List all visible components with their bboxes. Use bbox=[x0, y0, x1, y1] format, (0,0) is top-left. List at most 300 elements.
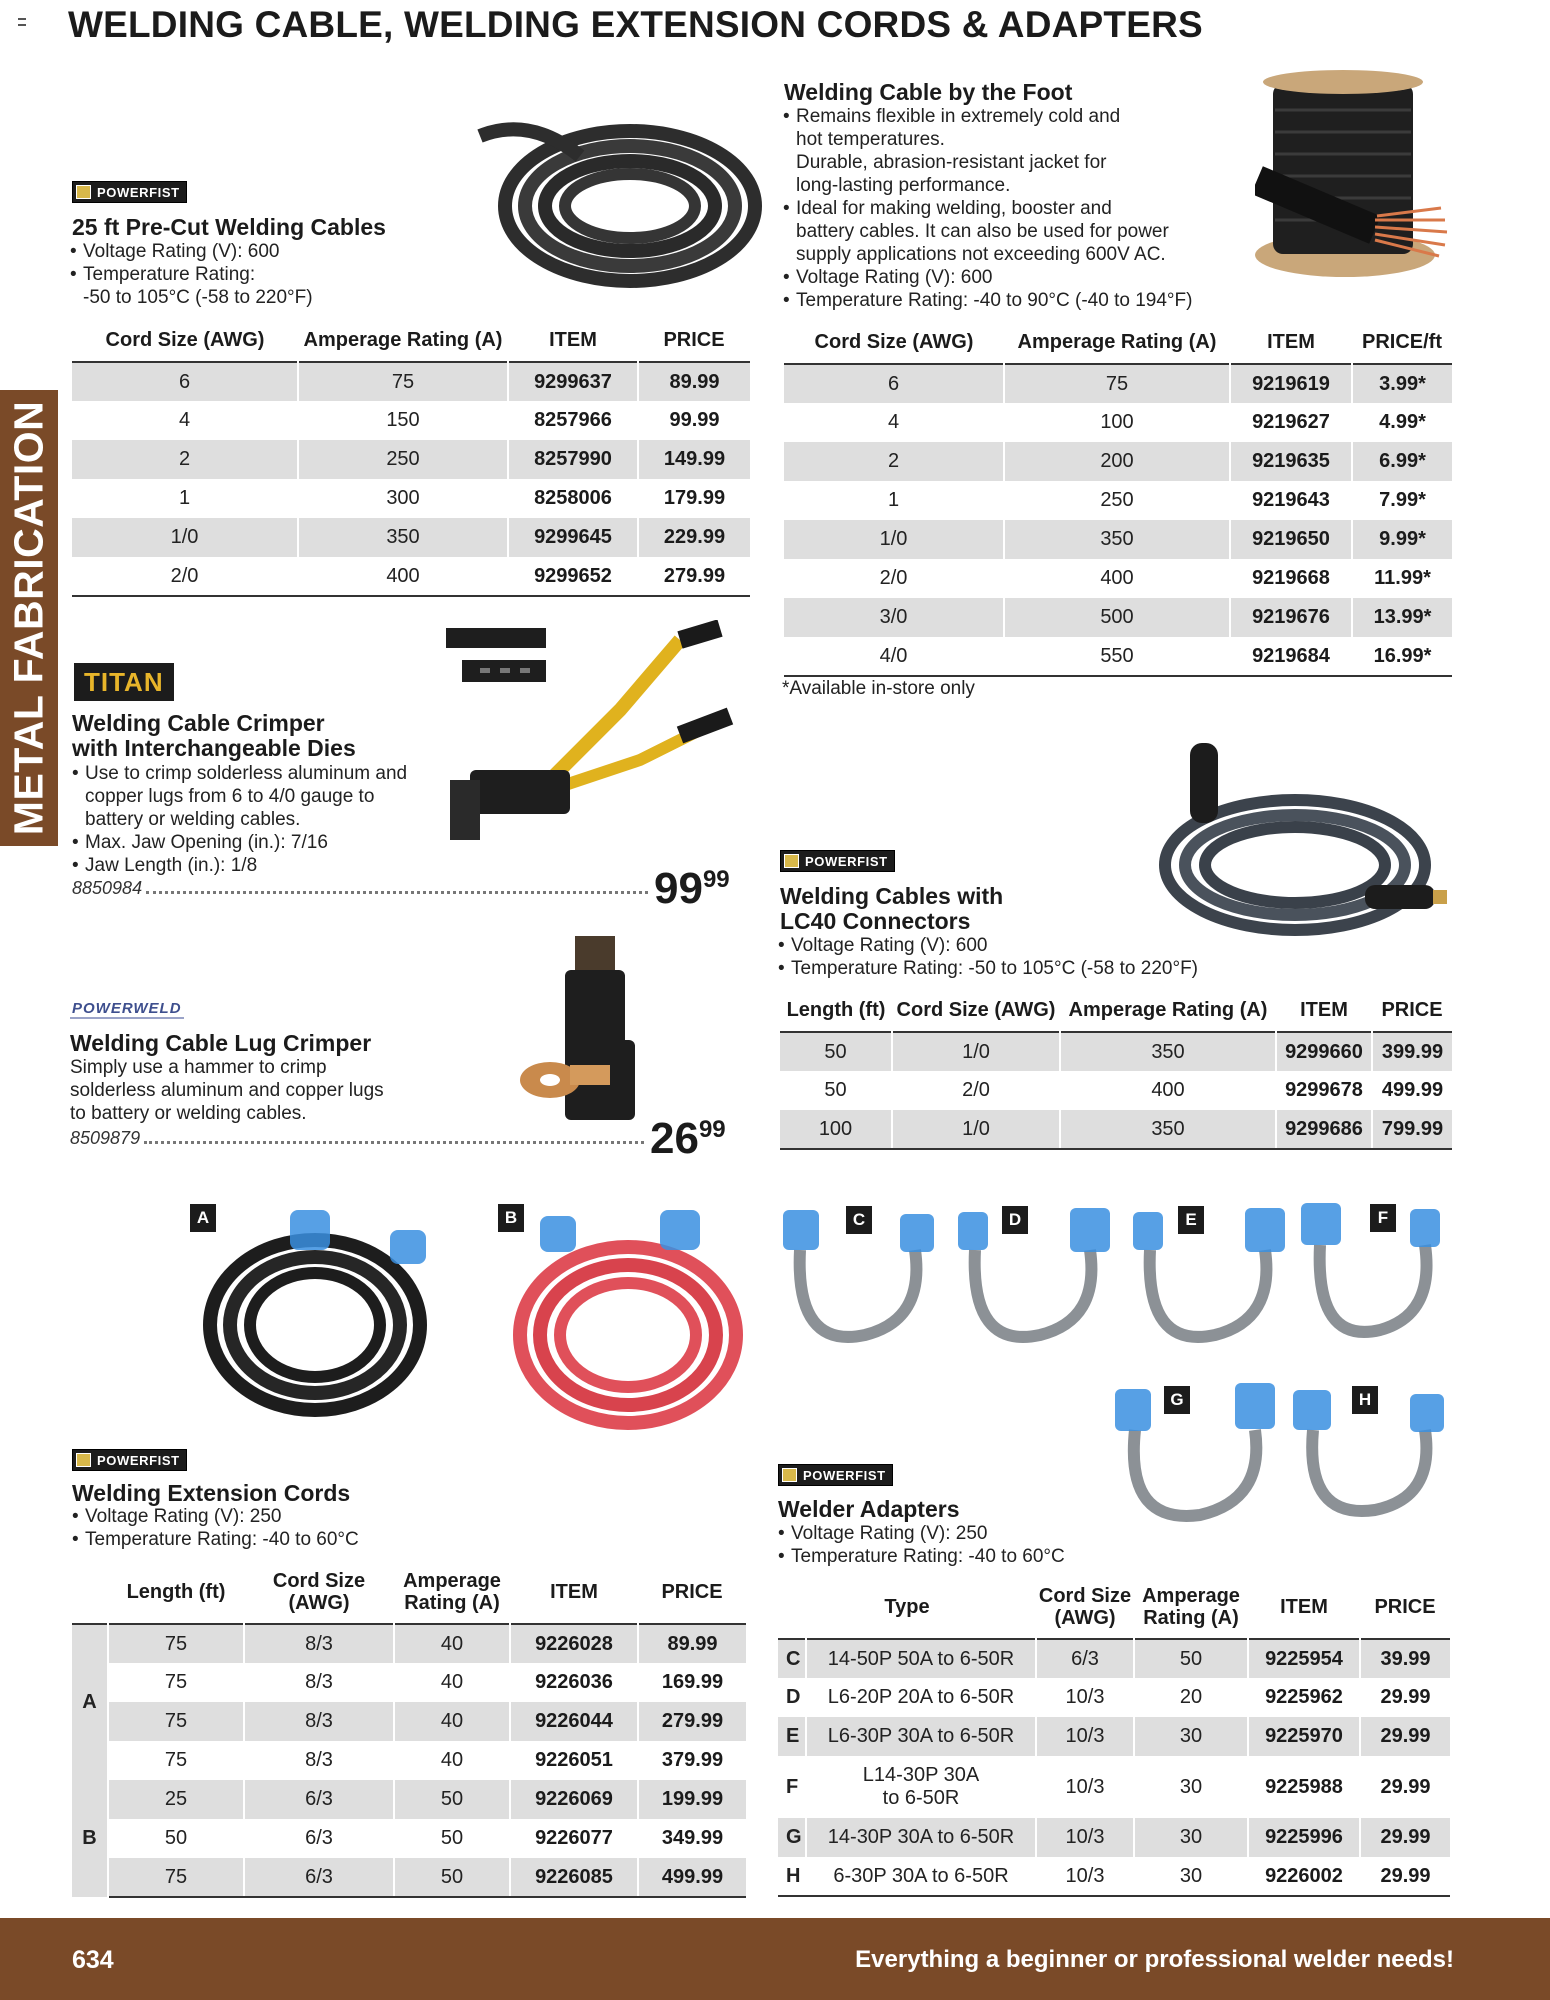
group-label-a: A bbox=[72, 1624, 108, 1780]
cell-cord-size: 6/3 bbox=[244, 1780, 394, 1819]
crimper-bullet-cont: battery or welding cables. bbox=[85, 809, 301, 830]
precut-bullet: • Temperature Rating: bbox=[70, 263, 313, 286]
table-row bbox=[72, 518, 750, 557]
table-row bbox=[784, 403, 1452, 442]
byfoot-note: *Available in-store only bbox=[782, 678, 975, 699]
table-header: Cord Size (AWG) bbox=[896, 998, 1056, 1021]
cell-item: 9226069 bbox=[510, 1780, 638, 1819]
header-line: Rating (A) bbox=[404, 1591, 500, 1614]
table-row bbox=[72, 1663, 746, 1702]
adapters-title: Welder Adapters bbox=[778, 1496, 960, 1522]
cell-letter: G bbox=[778, 1818, 806, 1857]
adapter-g-image bbox=[1105, 1375, 1285, 1535]
cell-length: 75 bbox=[108, 1624, 244, 1663]
adapter-d-image bbox=[950, 1200, 1120, 1360]
lug-desc-line: solderless aluminum and copper lugs bbox=[70, 1080, 384, 1101]
cell-item: 9225962 bbox=[1248, 1678, 1360, 1717]
cell-length: 25 bbox=[108, 1780, 244, 1819]
cell-price: 29.99 bbox=[1360, 1756, 1450, 1818]
cell-amperage: 250 bbox=[1004, 481, 1230, 520]
cell-price: 29.99 bbox=[1360, 1678, 1450, 1717]
cell-amperage: 30 bbox=[1134, 1818, 1248, 1857]
cell-amperage: 400 bbox=[1004, 559, 1230, 598]
cell-price: 179.99 bbox=[638, 479, 750, 518]
cell-price: 11.99* bbox=[1352, 559, 1452, 598]
extcords-title: Welding Extension Cords bbox=[72, 1480, 351, 1506]
cell-amperage: 350 bbox=[1004, 520, 1230, 559]
cable-spool-image bbox=[1255, 70, 1455, 285]
cell-cord-size: 6 bbox=[784, 364, 1004, 403]
header-line: Rating (A) bbox=[1143, 1606, 1239, 1629]
cell-amperage: 100 bbox=[1004, 403, 1230, 442]
table-header: PRICE bbox=[1381, 998, 1443, 1021]
cell-item: 9225970 bbox=[1248, 1717, 1360, 1756]
byfoot-bullet: • Remains flexible in extremely cold and bbox=[783, 105, 1263, 128]
cell-price: 6.99* bbox=[1352, 442, 1452, 481]
image-tag-d: D bbox=[1002, 1206, 1028, 1234]
precut-cable-image bbox=[470, 96, 770, 296]
cell-price: 4.99* bbox=[1352, 403, 1452, 442]
cell-cord-size: 1/0 bbox=[892, 1032, 1060, 1071]
cell-price: 279.99 bbox=[638, 557, 750, 596]
byfoot-bullet-cont: supply applications not exceeding 600V AC. bbox=[796, 244, 1166, 265]
cell-amperage: 400 bbox=[298, 557, 508, 596]
cell-item: 9219650 bbox=[1230, 520, 1352, 559]
cell-price: 13.99* bbox=[1352, 598, 1452, 637]
cell-type: 14-50P 50A to 6-50R bbox=[806, 1639, 1036, 1678]
lc40-title-line: Welding Cables with bbox=[780, 883, 1004, 909]
adapters-table bbox=[778, 1575, 1450, 1897]
cell-price: 7.99* bbox=[1352, 481, 1452, 520]
section-side-tab-label: METAL FABRICATION bbox=[5, 400, 52, 836]
adapter-e-image bbox=[1125, 1200, 1295, 1360]
table-row bbox=[778, 1857, 1450, 1896]
byfoot-bullet-cont: hot temperatures. bbox=[796, 129, 945, 150]
cell-cord-size: 8/3 bbox=[244, 1741, 394, 1780]
cell-amperage: 40 bbox=[394, 1741, 510, 1780]
header-line: Amperage bbox=[1142, 1584, 1240, 1607]
cell-cord-size: 4 bbox=[178, 409, 191, 431]
price-dollars: 99 bbox=[654, 864, 703, 913]
cell-cord-size: 6 bbox=[72, 362, 298, 401]
cell-letter: F bbox=[786, 1775, 799, 1798]
crimper-bullet: • Max. Jaw Opening (in.): 7/16 bbox=[72, 831, 472, 854]
cell-price: 29.99 bbox=[1360, 1857, 1450, 1896]
cell-cord-size: 2/0 bbox=[892, 1071, 1060, 1110]
cell-cord-size: 2/0 bbox=[72, 557, 298, 596]
crimper-bullet: • Jaw Length (in.): 1/8 bbox=[72, 854, 472, 877]
cell-type: L6-30P 30A to 6-50R bbox=[806, 1717, 1036, 1756]
cell-cord-size: 8/3 bbox=[244, 1702, 394, 1741]
lug-item-line bbox=[70, 1128, 648, 1149]
cell-type-line: to 6-50R bbox=[882, 1787, 960, 1809]
cell-amperage: 500 bbox=[1004, 598, 1230, 637]
cell-price: 349.99 bbox=[638, 1819, 746, 1858]
image-tag-a: A bbox=[190, 1204, 216, 1232]
table-header: Cord Size (AWG) bbox=[105, 328, 265, 351]
cell-price: 499.99 bbox=[638, 1858, 746, 1897]
table-header: ITEM bbox=[1280, 1595, 1328, 1618]
cell-cord-size: 10/3 bbox=[1036, 1717, 1134, 1756]
extension-cord-a-image bbox=[200, 1200, 440, 1420]
table-row bbox=[784, 442, 1452, 481]
cell-item: 9226044 bbox=[510, 1702, 638, 1741]
byfoot-bullet: • Temperature Rating: -40 to 90°C (-40 to 194°F) bbox=[783, 289, 1263, 312]
table-header: Length (ft) bbox=[786, 998, 886, 1021]
byfoot-bullet: • Ideal for making welding, booster and bbox=[783, 197, 1263, 220]
lc40-brand bbox=[780, 850, 895, 873]
cell-letter: C bbox=[778, 1639, 806, 1678]
cell-amperage: 50 bbox=[394, 1780, 510, 1819]
lug-desc-line: to battery or welding cables. bbox=[70, 1103, 307, 1124]
table-row bbox=[72, 479, 750, 518]
precut-title: 25 ft Pre-Cut Welding Cables bbox=[72, 214, 386, 240]
cell-item: 9226002 bbox=[1248, 1857, 1360, 1896]
cell-amperage: 350 bbox=[1060, 1032, 1276, 1071]
image-tag-h: H bbox=[1352, 1386, 1378, 1414]
crimper-item-line bbox=[72, 878, 652, 899]
cell-type: 6-30P 30A to 6-50R bbox=[806, 1857, 1036, 1896]
cell-length: 75 bbox=[108, 1702, 244, 1741]
cell-cord-size: 6/3 bbox=[244, 1819, 394, 1858]
lug-brand bbox=[70, 1000, 184, 1018]
cell-amperage: 20 bbox=[1134, 1678, 1248, 1717]
table-header: Amperage Rating (A) bbox=[1017, 330, 1217, 353]
table-header-group bbox=[72, 1560, 108, 1624]
header-line: (AWG) bbox=[1054, 1606, 1116, 1629]
table-header: ITEM bbox=[549, 328, 597, 351]
image-tag-g: G bbox=[1164, 1386, 1190, 1414]
table-header: PRICE bbox=[1374, 1595, 1436, 1618]
header-line: Cord Size bbox=[272, 1569, 366, 1592]
cell-price: 89.99 bbox=[638, 362, 750, 401]
cell-amperage: 50 bbox=[1134, 1639, 1248, 1678]
cell-cord-size: 3/0 bbox=[784, 598, 1004, 637]
cell-price: 199.99 bbox=[638, 1780, 746, 1819]
cell-length: 50 bbox=[824, 1079, 847, 1101]
table-row bbox=[784, 520, 1452, 559]
table-row bbox=[778, 1756, 1450, 1818]
cell-item: 8258006 bbox=[508, 479, 638, 518]
cell-type-line: L14-30P 30A bbox=[862, 1764, 980, 1786]
byfoot-table bbox=[784, 320, 1452, 677]
table-row bbox=[780, 1032, 1452, 1071]
byfoot-bullet-cont: Durable, abrasion-resistant jacket for bbox=[796, 152, 1107, 173]
byfoot-title: Welding Cable by the Foot bbox=[784, 79, 1073, 105]
adapters-bullet: • Voltage Rating (V): 250 bbox=[778, 1522, 1065, 1545]
powerfist-logo: POWERFIST bbox=[780, 850, 895, 872]
table-row bbox=[72, 1780, 746, 1819]
table-row bbox=[72, 1858, 746, 1897]
cell-price: 229.99 bbox=[638, 518, 750, 557]
header-line: Amperage bbox=[403, 1569, 501, 1592]
cell-price: 399.99 bbox=[1372, 1032, 1452, 1071]
table-row bbox=[72, 1741, 746, 1780]
cell-price: 3.99* bbox=[1352, 364, 1452, 403]
cell-item: 8257990 bbox=[508, 440, 638, 479]
cell-cord-size: 10/3 bbox=[1036, 1678, 1134, 1717]
precut-table bbox=[72, 318, 750, 597]
crimper-bullets bbox=[72, 762, 472, 877]
adapters-bullet: • Temperature Rating: -40 to 60°C bbox=[778, 1545, 1065, 1568]
table-row bbox=[784, 637, 1452, 676]
cell-price: 9.99* bbox=[1352, 520, 1452, 559]
cell-cord-size: 10/3 bbox=[1036, 1756, 1134, 1818]
cell-price: 89.99 bbox=[638, 1624, 746, 1663]
cell-letter: D bbox=[786, 1686, 801, 1708]
table-header: PRICE bbox=[663, 328, 725, 351]
cell-length: 50 bbox=[780, 1032, 892, 1071]
cell-item: 9219635 bbox=[1230, 442, 1352, 481]
cell-amperage: 40 bbox=[394, 1702, 510, 1741]
cell-amperage: 350 bbox=[298, 518, 508, 557]
cell-amperage: 75 bbox=[298, 362, 508, 401]
cell-cord-size: 1/0 bbox=[892, 1110, 1060, 1149]
page-number: 634 bbox=[72, 1946, 114, 1974]
lug-description bbox=[70, 1056, 384, 1125]
cell-cord-size: 10/3 bbox=[1036, 1857, 1134, 1896]
cell-cord-size: 1 bbox=[887, 489, 900, 511]
cell-cord-size: 4 bbox=[887, 411, 900, 433]
powerfist-logo: POWERFIST bbox=[72, 1449, 187, 1471]
cell-amperage: 30 bbox=[1134, 1756, 1248, 1818]
precut-bullet: • Voltage Rating (V): 600 bbox=[70, 240, 313, 263]
price-dollars: 26 bbox=[650, 1114, 699, 1163]
table-header: Amperage Rating (A) bbox=[1068, 998, 1268, 1021]
price-cents: 99 bbox=[698, 1116, 726, 1143]
table-row bbox=[780, 1071, 1452, 1110]
cell-price: 16.99* bbox=[1352, 637, 1452, 676]
extcords-bullet: • Temperature Rating: -40 to 60°C bbox=[72, 1528, 359, 1551]
powerfist-logo: POWERFIST bbox=[778, 1464, 893, 1486]
cell-item: 9219627 bbox=[1230, 403, 1352, 442]
cell-item: 9299652 bbox=[508, 557, 638, 596]
crimper-title bbox=[72, 711, 356, 761]
cell-item: 9226077 bbox=[510, 1819, 638, 1858]
table-header: Amperage Rating (A) bbox=[303, 328, 503, 351]
cell-cord-size: 1/0 bbox=[784, 520, 1004, 559]
cell-cord-size: 10/3 bbox=[1036, 1818, 1134, 1857]
crimper-item-number: 8850984 bbox=[72, 878, 143, 898]
cell-cord-size: 8/3 bbox=[244, 1663, 394, 1702]
cell-item: 9299686 bbox=[1276, 1110, 1372, 1149]
cell-price: 29.99 bbox=[1360, 1717, 1450, 1756]
extension-cord-b-image bbox=[510, 1200, 750, 1430]
table-header bbox=[244, 1560, 394, 1624]
table-row bbox=[784, 481, 1452, 520]
cell-item: 9226051 bbox=[510, 1741, 638, 1780]
cell-cord-size: 8/3 bbox=[244, 1624, 394, 1663]
extcords-table bbox=[72, 1560, 746, 1898]
lc40-title-line: LC40 Connectors bbox=[780, 908, 971, 934]
cell-cord-size: 1 bbox=[178, 487, 191, 509]
titan-logo: TITAN bbox=[74, 663, 174, 701]
lc40-bullet: • Voltage Rating (V): 600 bbox=[778, 934, 1378, 957]
menu-icon bbox=[18, 18, 26, 26]
cell-amperage: 350 bbox=[1060, 1110, 1276, 1149]
cell-item: 9225988 bbox=[1248, 1756, 1360, 1818]
cell-amperage: 400 bbox=[1060, 1071, 1276, 1110]
cell-price: 169.99 bbox=[638, 1663, 746, 1702]
table-row bbox=[784, 559, 1452, 598]
table-header: ITEM bbox=[1300, 998, 1348, 1021]
crimper-bullet: • Use to crimp solderless aluminum and bbox=[72, 762, 472, 785]
crimper-title-line: with Interchangeable Dies bbox=[72, 735, 356, 761]
table-header bbox=[394, 1560, 510, 1624]
cell-price: 499.99 bbox=[1372, 1071, 1452, 1110]
price-cents: 99 bbox=[702, 866, 730, 893]
cell-item: 8257966 bbox=[508, 401, 638, 440]
crimper-price bbox=[654, 858, 730, 911]
byfoot-bullet: • Voltage Rating (V): 600 bbox=[783, 266, 1263, 289]
cell-item: 9219676 bbox=[1230, 598, 1352, 637]
cell-amperage: 250 bbox=[298, 440, 508, 479]
cell-amperage: 150 bbox=[298, 401, 508, 440]
header-line: (AWG) bbox=[288, 1591, 350, 1614]
cell-letter: E bbox=[778, 1717, 806, 1756]
cell-item: 9299678 bbox=[1276, 1071, 1372, 1110]
cell-item: 9219643 bbox=[1230, 481, 1352, 520]
footer-slogan: Everything a beginner or professional welder needs! bbox=[855, 1946, 1454, 1973]
table-row bbox=[72, 557, 750, 596]
powerweld-logo: POWERWELD bbox=[72, 1000, 182, 1017]
cell-amperage: 40 bbox=[394, 1663, 510, 1702]
table-header: Length (ft) bbox=[126, 1580, 226, 1603]
cell-cord-size: 1/0 bbox=[72, 518, 298, 557]
section-side-tab bbox=[0, 390, 58, 846]
cell-item: 9219668 bbox=[1230, 559, 1352, 598]
cell-item: 9299645 bbox=[508, 518, 638, 557]
cell-amperage: 200 bbox=[1004, 442, 1230, 481]
table-row bbox=[72, 401, 750, 440]
precut-brand bbox=[72, 181, 187, 204]
table-row bbox=[784, 364, 1452, 403]
adapters-brand bbox=[778, 1464, 893, 1487]
lug-title: Welding Cable Lug Crimper bbox=[70, 1030, 372, 1056]
cell-item: 9219684 bbox=[1230, 637, 1352, 676]
powerfist-logo: POWERFIST bbox=[72, 181, 187, 203]
lc40-cable-image bbox=[1145, 735, 1450, 945]
extcords-bullet: • Voltage Rating (V): 250 bbox=[72, 1505, 359, 1528]
cell-price: 379.99 bbox=[638, 1741, 746, 1780]
page-footer bbox=[0, 1918, 1550, 2000]
table-row bbox=[778, 1818, 1450, 1857]
table-header bbox=[1134, 1575, 1248, 1639]
precut-bullets bbox=[70, 240, 313, 309]
cell-letter: H bbox=[778, 1857, 806, 1896]
table-header: ITEM bbox=[550, 1580, 598, 1603]
cell-item: 9219619 bbox=[1230, 364, 1352, 403]
cell-price: 279.99 bbox=[638, 1702, 746, 1741]
extcords-brand bbox=[72, 1449, 187, 1472]
cell-item: 9299637 bbox=[508, 362, 638, 401]
cell-length: 75 bbox=[108, 1858, 244, 1897]
cell-length: 100 bbox=[780, 1110, 892, 1149]
cell-item: 9225996 bbox=[1248, 1818, 1360, 1857]
table-row bbox=[72, 440, 750, 479]
lug-desc-line: Simply use a hammer to crimp bbox=[70, 1057, 327, 1078]
table-header: Cord Size (AWG) bbox=[814, 330, 974, 353]
cell-amperage: 75 bbox=[1004, 364, 1230, 403]
byfoot-bullet-cont: battery cables. It can also be used for power bbox=[796, 221, 1169, 242]
table-row bbox=[72, 362, 750, 401]
crimper-brand bbox=[74, 663, 174, 701]
cell-cord-size: 6/3 bbox=[244, 1858, 394, 1897]
table-header bbox=[1036, 1575, 1134, 1639]
cell-type: L6-20P 20A to 6-50R bbox=[806, 1678, 1036, 1717]
cell-price: 29.99 bbox=[1360, 1818, 1450, 1857]
cell-amperage: 550 bbox=[1004, 637, 1230, 676]
extcords-bullets bbox=[72, 1505, 359, 1551]
crimper-image bbox=[440, 620, 740, 860]
precut-bullet-cont: -50 to 105°C (-58 to 220°F) bbox=[83, 287, 313, 308]
table-row bbox=[778, 1639, 1450, 1678]
image-tag-f: F bbox=[1370, 1204, 1396, 1232]
cell-type: 14-30P 30A to 6-50R bbox=[806, 1818, 1036, 1857]
lc40-table bbox=[780, 988, 1452, 1150]
image-tag-b: B bbox=[498, 1204, 524, 1232]
cell-amperage: 30 bbox=[1134, 1857, 1248, 1896]
table-header: PRICE/ft bbox=[1362, 330, 1442, 353]
cell-cord-size: 6/3 bbox=[1036, 1639, 1134, 1678]
image-tag-e: E bbox=[1178, 1206, 1204, 1234]
cell-item: 9226085 bbox=[510, 1858, 638, 1897]
page-title: WELDING CABLE, WELDING EXTENSION CORDS & ADAPTERS bbox=[68, 4, 1203, 45]
lc40-bullets bbox=[778, 934, 1378, 980]
table-row bbox=[784, 598, 1452, 637]
cell-type bbox=[806, 1756, 1036, 1818]
byfoot-bullet-cont: long-lasting performance. bbox=[796, 175, 1011, 196]
cell-length: 50 bbox=[164, 1827, 188, 1849]
crimper-title-line: Welding Cable Crimper bbox=[72, 710, 325, 736]
cell-price: 149.99 bbox=[638, 440, 750, 479]
cell-amperage: 50 bbox=[394, 1858, 510, 1897]
cell-length: 75 bbox=[164, 1671, 188, 1693]
lug-price bbox=[650, 1108, 726, 1161]
cell-cord-size: 2 bbox=[784, 442, 1004, 481]
cell-item: 9226036 bbox=[510, 1663, 638, 1702]
table-header: Type bbox=[884, 1595, 930, 1618]
cell-price: 799.99 bbox=[1372, 1110, 1452, 1149]
table-row bbox=[778, 1717, 1450, 1756]
table-header: PRICE bbox=[661, 1580, 723, 1603]
crimper-bullet-cont: copper lugs from 6 to 4/0 gauge to bbox=[85, 786, 375, 807]
cell-cord-size: 2 bbox=[72, 440, 298, 479]
table-row bbox=[780, 1110, 1452, 1149]
table-row bbox=[72, 1624, 746, 1663]
cell-item: 9225954 bbox=[1248, 1639, 1360, 1678]
lc40-bullet: • Temperature Rating: -50 to 105°C (-58 to 220°F) bbox=[778, 957, 1378, 980]
cell-amperage: 40 bbox=[394, 1624, 510, 1663]
cell-price: 99.99 bbox=[638, 401, 750, 440]
cell-cord-size: 2/0 bbox=[879, 567, 908, 589]
cell-item: 9226028 bbox=[510, 1624, 638, 1663]
cell-item: 9299660 bbox=[1276, 1032, 1372, 1071]
table-header: ITEM bbox=[1267, 330, 1315, 353]
lc40-title bbox=[780, 884, 1003, 934]
adapters-bullets bbox=[778, 1522, 1065, 1568]
cell-amperage: 300 bbox=[298, 479, 508, 518]
image-tag-c: C bbox=[846, 1206, 872, 1234]
cell-cord-size: 4/0 bbox=[784, 637, 1004, 676]
cell-price: 39.99 bbox=[1360, 1639, 1450, 1678]
lug-item-number: 8509879 bbox=[70, 1128, 141, 1148]
cell-amperage: 50 bbox=[394, 1819, 510, 1858]
lug-crimper-image bbox=[515, 930, 635, 1130]
group-label-b: B bbox=[72, 1780, 108, 1897]
header-line: Cord Size bbox=[1038, 1584, 1132, 1607]
table-row bbox=[72, 1819, 746, 1858]
